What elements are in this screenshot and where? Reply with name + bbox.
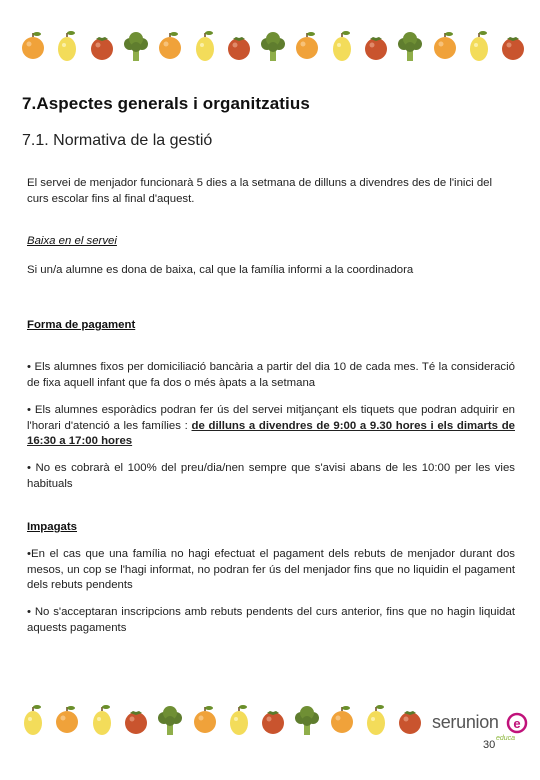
lemon-icon	[190, 28, 220, 64]
tomato-icon	[258, 702, 288, 738]
orange-icon	[327, 702, 357, 738]
impagats-item-2: • No s'acceptaran inscripcions amb rebuts pendents del curs anterior, fins que no hagin liquidat aquests pagaments	[27, 606, 515, 634]
tomato-icon	[87, 28, 117, 64]
orange-icon	[190, 702, 220, 738]
impagats-title: Impagats	[27, 521, 78, 533]
pagament-item-1: • Els alumnes fixos per domiciliació bancària a partir del dia 10 de cada mes. Té la consideració de fixa aquell infant que fa dos o més àpats a la setmana	[27, 361, 515, 389]
lemon-icon	[52, 28, 82, 64]
baixa-title: Baixa en el servei	[27, 235, 117, 247]
orange-icon	[52, 702, 82, 738]
pagament-item-2	[27, 403, 515, 450]
tomato-icon	[361, 28, 391, 64]
logo-mark	[432, 710, 532, 740]
broccoli-icon	[121, 28, 151, 64]
orange-icon	[292, 28, 322, 64]
orange-icon	[18, 28, 48, 64]
lemon-icon	[327, 28, 357, 64]
tomato-icon	[224, 28, 254, 64]
tomato-icon	[395, 702, 425, 738]
lemon-icon	[224, 702, 254, 738]
subsection-heading: 7.1. Normativa de la gestió	[22, 132, 213, 149]
top-fruit-border	[0, 28, 540, 68]
baixa-text: Si un/a alumne es dona de baixa, cal que la família informi a la coordinadora	[27, 264, 414, 276]
logo-wordmark: serunion	[432, 712, 499, 732]
pagament-item-3: • No es cobrarà el 100% del preu/dia/nen sempre que s'avisi abans de les 10:00 per les vies habituals	[27, 462, 515, 490]
broccoli-icon	[258, 28, 288, 64]
intro-paragraph: El servei de menjador funcionarà 5 dies a la setmana de dilluns a divendres des de l'inici del curs escolar fins al final d'aquest.	[27, 177, 493, 205]
tomato-icon	[121, 702, 151, 738]
lemon-icon	[361, 702, 391, 738]
orange-icon	[155, 28, 185, 64]
broccoli-icon	[292, 702, 322, 738]
logo-mark-letter: e	[513, 716, 521, 731]
pagament-title: Forma de pagament	[27, 319, 136, 331]
pagament-schedule: de dilluns a divendres de 9:00 a 9.30 hores i els dimarts de 16:30 a 17:00 hores	[27, 419, 515, 447]
broccoli-icon	[155, 702, 185, 738]
lemon-icon	[464, 28, 494, 64]
serunion-logo	[432, 710, 532, 738]
orange-icon	[430, 28, 460, 64]
tomato-icon	[498, 28, 528, 64]
page-number: 30	[483, 739, 496, 751]
section-heading: 7.Aspectes generals i organitzatius	[22, 94, 310, 113]
lemon-icon	[18, 702, 48, 738]
impagats-item-1: •En el cas que una família no hagi efectuat el pagament dels rebuts de menjador durant dos mesos, un cop se l'hagi informat, no podran fer ús del menjador fins que no liquidin el pagament dels rebuts pendents	[27, 548, 515, 591]
broccoli-icon	[395, 28, 425, 64]
logo-tagline: educa	[496, 735, 516, 740]
lemon-icon	[87, 702, 117, 738]
pagament-item-2-text: • Els alumnes esporàdics podran fer ús del servei mitjançant els tiquets que podran adquirir en l'horari d'atenció a les famílies :	[27, 404, 515, 432]
